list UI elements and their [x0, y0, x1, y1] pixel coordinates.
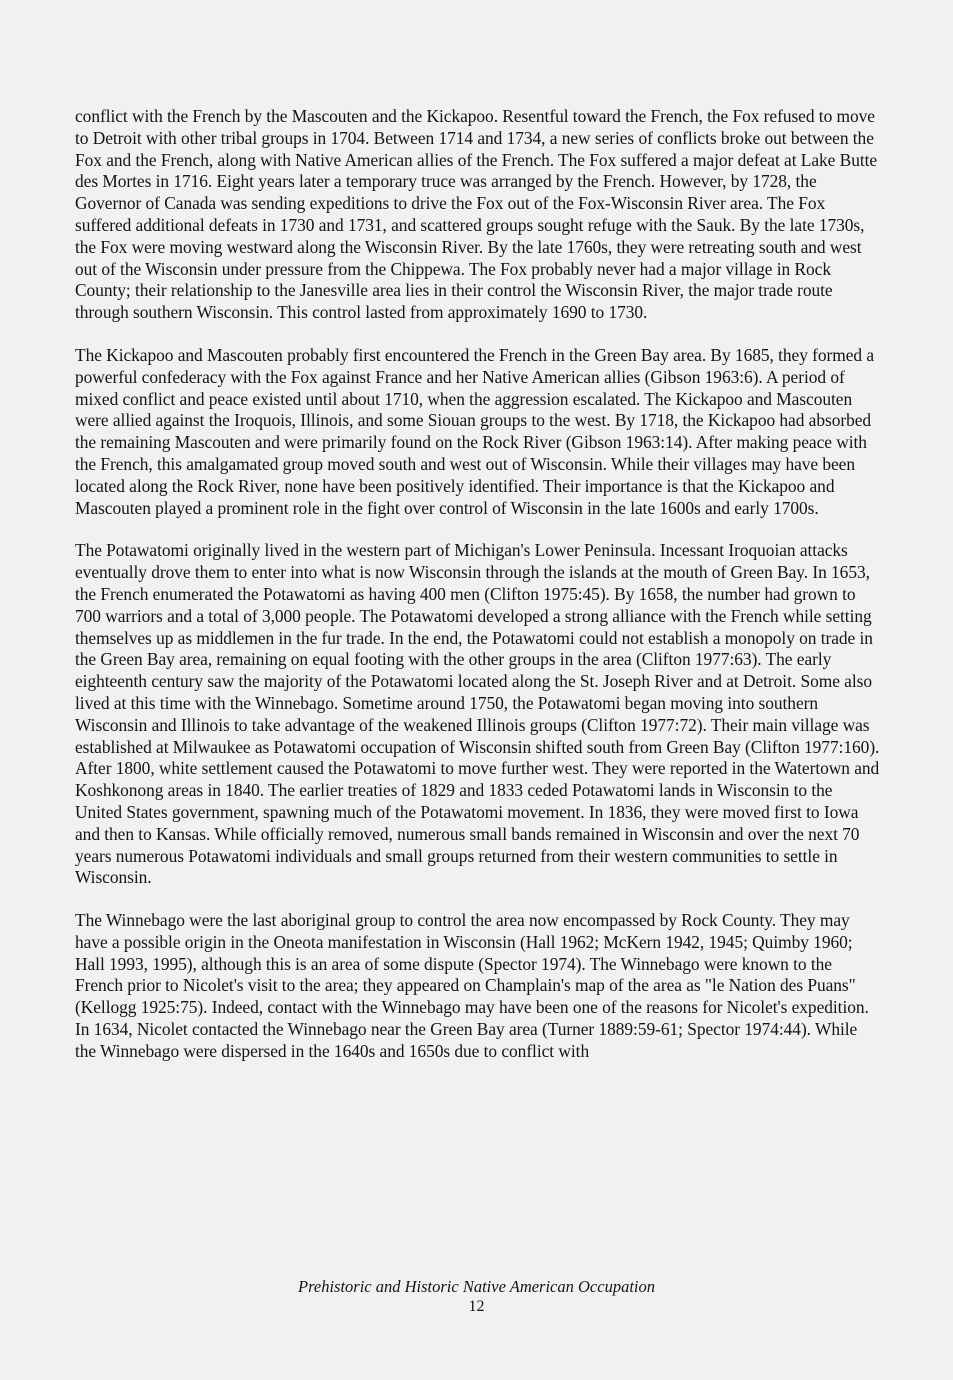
- footer-title: Prehistoric and Historic Native American Occupation: [298, 1277, 655, 1296]
- page-body: [75, 106, 881, 1084]
- page-number: 12: [468, 1298, 485, 1315]
- page-footer: [0, 1277, 953, 1317]
- paragraph-fox: conflict with the French by the Mascouten and the Kickapoo. Resentful toward the French, the Fox refused to move to Detroit with other tribal groups in 1704. Between 1714 and 1734, a new series of conflicts broke out between the Fox and the French, along with Native American allies of the French. The Fox suffered a major defeat at Lake Butte des Mortes in 1716. Eight years later a temporary truce was arranged by the French. However, by 1728, the Governor of Canada was sending expeditions to drive the Fox out of the Fox-Wisconsin River area. The Fox suffered additional defeats in 1730 and 1731, and scattered groups sought refuge with the Sauk. By the late 1730s, the Fox were moving westward along the Wisconsin River. By the late 1760s, they were retreating south and west out of the Wisconsin under pressure from the Chippewa. The Fox probably never had a major village in Rock County; their relationship to the Janesville area lies in their control the Wisconsin River, the major trade route through southern Wisconsin. This control lasted from approximately 1690 to 1730.: [75, 106, 878, 323]
- paragraph-potawatomi: The Potawatomi originally lived in the western part of Michigan's Lower Peninsula. Incessant Iroquoian attacks eventually drove them to enter into what is now Wisconsin through the islands at the mouth of Green Bay. In 1653, the French enumerated the Potawatomi as having 400 men (Clifton 1975:45). By 1658, the number had grown to 700 warriors and a total of 3,000 people. The Potawatomi developed a strong alliance with the French while setting themselves up as middlemen in the fur trade. In the end, the Potawatomi could not establish a monopoly on trade in the Green Bay area, remaining on equal footing with the other groups in the area (Clifton 1977:63). The early eighteenth century saw the majority of the Potawatomi located along the St. Joseph River and at Detroit. Some also lived at this time with the Winnebago. Sometime around 1750, the Potawatomi began moving into southern Wisconsin and Illinois to take advantage of the weakened Illinois groups (Clifton 1977:72). Their main village was established at Milwaukee as Potawatomi occupation of Wisconsin shifted south from Green Bay (Clifton 1977:160). After 1800, white settlement caused the Potawatomi to move further west. They were reported in the Watertown and Koshkonong areas in 1840. The earlier treaties of 1829 and 1833 ceded Potawatomi lands in Wisconsin to the United States government, spawning much of the Potawatomi movement. In 1836, they were moved first to Iowa and then to Kansas. While officially removed, numerous small bands remained in Wisconsin and over the next 70 years numerous Potawatomi individuals and small groups returned from their western communities to settle in Wisconsin.: [75, 540, 880, 888]
- paragraph-winnebago: The Winnebago were the last aboriginal group to control the area now encompassed by Rock County. They may have a possible origin in the Oneota manifestation in Wisconsin (Hall 1962; McKern 1942, 1945; Quimby 1960; Hall 1993, 1995), although this is an area of some dispute (Spector 1974). The Winnebago were known to the French prior to Nicolet's visit to the area; they appeared on Champlain's map of the area as "le Nation des Puans"(Kellogg 1925:75). Indeed, contact with the Winnebago may have been one of the reasons for Nicolet's expedition. In 1634, Nicolet contacted the Winnebago near the Green Bay area (Turner 1889:59-61; Spector 1974:44). While the Winnebago were dispersed in the 1640s and 1650s due to conflict with: [75, 910, 869, 1061]
- paragraph-kickapoo-mascouten: The Kickapoo and Mascouten probably first encountered the French in the Green Bay area. By 1685, they formed a powerful confederacy with the Fox against France and her Native American allies (Gibson 1963:6). A period of mixed conflict and peace existed until about 1710, when the aggression escalated. The Kickapoo and Mascouten were allied against the Iroquois, Illinois, and some Siouan groups to the west. By 1718, the Kickapoo had absorbed the remaining Mascouten and were primarily found on the Rock River (Gibson 1963:14). After making peace with the French, this amalgamated group moved south and west out of Wisconsin. While their villages may have been located along the Rock River, none have been positively identified. Their importance is that the Kickapoo and Mascouten played a prominent role in the fight over control of Wisconsin in the late 1600s and early 1700s.: [75, 344, 875, 518]
